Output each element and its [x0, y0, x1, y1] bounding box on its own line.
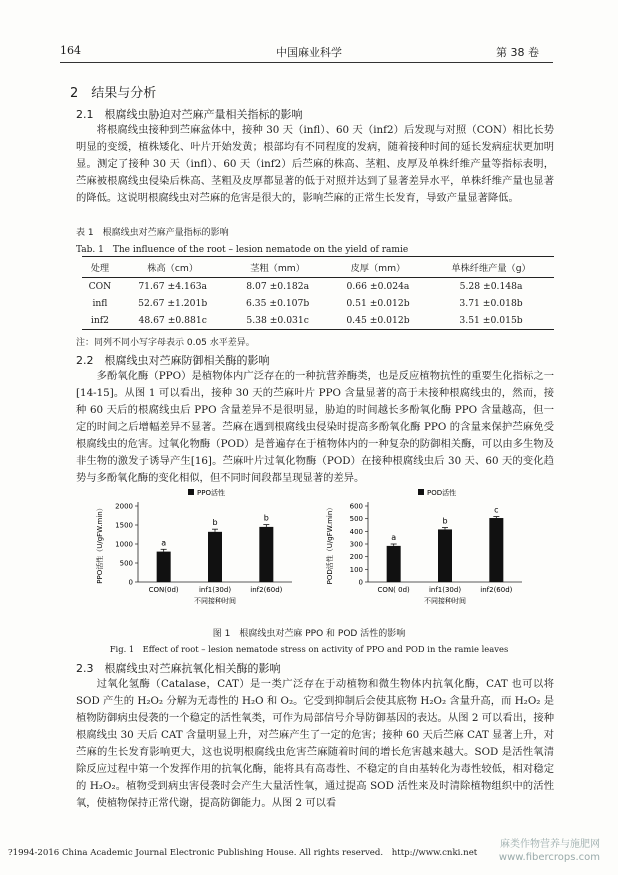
- ppo-legend-label: PPO活性: [197, 489, 225, 497]
- pod-significance-letter: c: [494, 505, 499, 515]
- paragraph-2-3: 过氧化氢酶（Catalase，CAT）是一类广泛存在于动植物和微生物体内抗氧化酶，CAT 也可以将 SOD 产生的 H₂O₂ 分解为无毒性的 H₂O 和 O₂。它受到抑制后会使其底物 H₂O₂ 含量升高，而 H₂O₂ 是植物防御病虫侵袭的一个稳定的活性氧类，可作为局部信号介导防御基因的表达。从图 2 可以看出，接种根腐线虫 30 天后 CAT 含量明显上升，对苎麻产生了一定的危害；接种 60 天后苎麻 CAT 显著上升，对苎麻的生长发育影响更大，这也说明根腐线虫危害苎麻随着时间的增长危害越来越大。SOD 是活性氧清除反应过程中第一个发挥作用的抗氧化酶，能将具有高毒性、不稳定的自由基转化为毒性较低，相对稳定的 H₂O₂。植物受到病虫害侵袭时会产生大量活性氧，通过提高 SOD 活性来及时清除植物组织中的活性氧，使植物保持正常代谢，提高防御能力。从图 2 可以看: [76, 678, 554, 809]
- pod-bar: [489, 518, 503, 582]
- pod-legend-label: POD活性: [427, 489, 457, 497]
- table-cell: 0.45 ±0.012b: [328, 312, 428, 330]
- ppo-bar: [208, 532, 222, 582]
- table-caption-cn: 表 1 根腐线虫对苎麻产量指标的影响: [76, 228, 229, 238]
- ppo-x-axis-label: 不同接种时间: [194, 597, 236, 605]
- table-header-cell: 株高（cm）: [118, 257, 228, 278]
- pod-legend-swatch: [418, 489, 424, 495]
- pod-y-tick-label: 500: [349, 515, 363, 524]
- ppo-x-tick-label: inf1(30d): [198, 586, 232, 594]
- pod-bar-chart: [322, 486, 532, 618]
- subsection-2-3-title: 2.3 根腐线虫对苎麻抗氧化相关酶的影响: [76, 662, 281, 675]
- pod-bar: [438, 529, 452, 582]
- yield-table: [82, 256, 554, 330]
- pod-bar: [387, 546, 401, 582]
- table-cell: 5.28 ±0.148a: [459, 281, 523, 292]
- ppo-legend-swatch: [188, 489, 194, 495]
- copyright-footer: ?1994-2016 China Academic Journal Electronic Publishing House. All rights reserved. http://www.cnki.net: [8, 848, 478, 858]
- table-row: [82, 295, 554, 312]
- pod-y-tick-label: 600: [349, 502, 363, 511]
- table-caption-en: Tab. 1 The influence of the root – lesion nematode on the yield of ramie: [76, 245, 409, 255]
- table-header-cell: 单株纤维产量（g）: [428, 257, 554, 278]
- table-note: 注：同列不同小写字母表示 0.05 水平差异。: [76, 338, 255, 348]
- table-header-cell: 处理: [82, 257, 118, 278]
- table-cell: 52.67 ±1.201b: [138, 298, 208, 309]
- ppo-x-tick-label: inf2(60d): [250, 586, 283, 594]
- table-cell: 8.07 ±0.182a: [246, 281, 310, 292]
- table-cell: inf2: [82, 312, 118, 330]
- ppo-significance-letter: a: [161, 538, 167, 548]
- pod-y-tick-label: 200: [349, 553, 363, 562]
- ppo-significance-letter: b: [263, 513, 269, 523]
- pod-y-tick-label: 300: [349, 540, 363, 549]
- pod-significance-letter: a: [391, 533, 397, 542]
- pod-significance-letter: b: [442, 516, 448, 526]
- pod-y-tick-label: 0: [358, 578, 363, 587]
- pod-x-tick-label: inf2(60d): [480, 586, 513, 594]
- subsection-2-2-title: 2.2 根腐线虫对苎麻防御相关酶的影响: [76, 354, 270, 367]
- table-cell: 71.67 ±4.163a: [138, 281, 208, 292]
- figure-caption-cn: 图 1 根腐线虫对苎麻 PPO 和 POD 活性的影响: [212, 629, 406, 639]
- table-cell: 0.66 ±0.024a: [346, 281, 410, 292]
- table-cell: 0.51 ±0.012b: [346, 298, 410, 309]
- ppo-y-tick-label: 2000: [115, 502, 133, 511]
- ppo-significance-letter: b: [212, 518, 218, 528]
- pod-y-tick-label: 100: [349, 565, 363, 574]
- pod-y-tick-label: 400: [349, 527, 363, 536]
- ppo-y-tick-label: 1500: [115, 521, 133, 530]
- pod-x-tick-label: inf1(30d): [428, 586, 462, 594]
- ppo-x-tick-label: CON(0d): [148, 586, 179, 594]
- table-header-cell: 皮厚（mm）: [328, 257, 428, 278]
- ppo-bar: [259, 527, 273, 582]
- ppo-y-tick-label: 1000: [115, 540, 133, 549]
- journal-title: 中国麻业科学: [276, 46, 342, 59]
- pod-x-axis-label: 不同接种时间: [424, 597, 466, 605]
- paragraph-2-1: 将根腐线虫接种到苎麻盆体中，接种 30 天（infl）、60 天（inf2）后发现与对照（CON）相比长势明显的变缓，植株矮化、叶片开始发黄；根部均有不同程度的发病，随着接种时间的延长发病症状更加明显。测定了接种 30 天（infl）、60 天（inf2）后苎麻的株高、茎粗、皮厚及单株纤维产量等指标表明，苎麻被根腐线虫侵染后株高、茎粗及皮厚都显著的低于对照并达到了显著差异水平，单株纤维产量也显著的降低。这说明根腐线虫对苎麻的危害是很大的，影响苎麻的正常生长发育，导致产量显著降低。: [76, 124, 554, 204]
- watermark-url: www.fibercrops.com: [498, 852, 600, 863]
- ppo-bar-chart: [92, 486, 302, 618]
- ppo-y-axis-label: PPO活性（U/gFW.min）: [96, 504, 104, 584]
- pod-y-axis-label: POD活性（U/gFW.min）: [326, 503, 334, 585]
- header-rule: [60, 62, 553, 63]
- ppo-y-tick-label: 0: [128, 578, 133, 587]
- section-title: 2 结果与分析: [70, 86, 157, 101]
- table-cell: infl: [92, 298, 108, 309]
- table-header-row: [82, 257, 554, 278]
- volume-label: 第 38 卷: [496, 46, 539, 59]
- table-row: [82, 278, 554, 296]
- subsection-2-1-title: 2.1 根腐线虫胁迫对苎麻产量相关指标的影响: [76, 108, 303, 121]
- watermark: [499, 838, 600, 864]
- figure-caption-en: Fig. 1 Effect of root – lesion nematode stress on activity of PPO and POD in the ramie leaves: [109, 644, 509, 654]
- ppo-y-tick-label: 500: [119, 559, 133, 568]
- ppo-bar: [157, 552, 171, 582]
- page-number: 164: [60, 44, 81, 57]
- table-cell: 6.35 ±0.107b: [246, 298, 310, 309]
- watermark-cn: 麻类作物营养与施肥网: [500, 839, 600, 850]
- paragraph-2-2: 多酚氧化酶（PPO）是植物体内广泛存在的一种抗营养酶类，也是反应植物抗性的重要生化指标之一[14-15]。从图 1 可以看出，接种 30 天的苎麻叶片 PPO 含量显著的高于未接种根腐线虫的，然而，接种 60 天后的根腐线虫后 PPO 含量差异不是很明显，胁迫的时间越长多酚氧化酶 PPO 含量越高，但一定的时间之后增幅差异不显著。苎麻在遇到根腐线虫侵染时提高多酚氧化酶 PPO 的含量来保护苎麻免受根腐线虫的危害。过氧化物酶（POD）是普遍存在于植物体内的一种复杂的防御相关酶，可以由多生物及非生物的激发子诱导产生[16]。苎麻叶片过氧化物酶（POD）在接种根腐线虫后 30 天、60 天的变化趋势与多酚氧化酶的变化相似，但不同时间段都呈现显著的差异。: [76, 370, 554, 484]
- table-cell: CON: [88, 281, 112, 292]
- pod-x-tick-label: CON( 0d): [377, 586, 410, 594]
- table-row: [82, 312, 554, 330]
- table-cell: 3.71 ±0.018b: [459, 298, 523, 309]
- table-cell: 48.67 ±0.881c: [118, 312, 228, 330]
- table-header-cell: 茎粗（mm）: [227, 257, 327, 278]
- table-cell: 5.38 ±0.031c: [227, 312, 327, 330]
- table-cell: 3.51 ±0.015b: [428, 312, 554, 330]
